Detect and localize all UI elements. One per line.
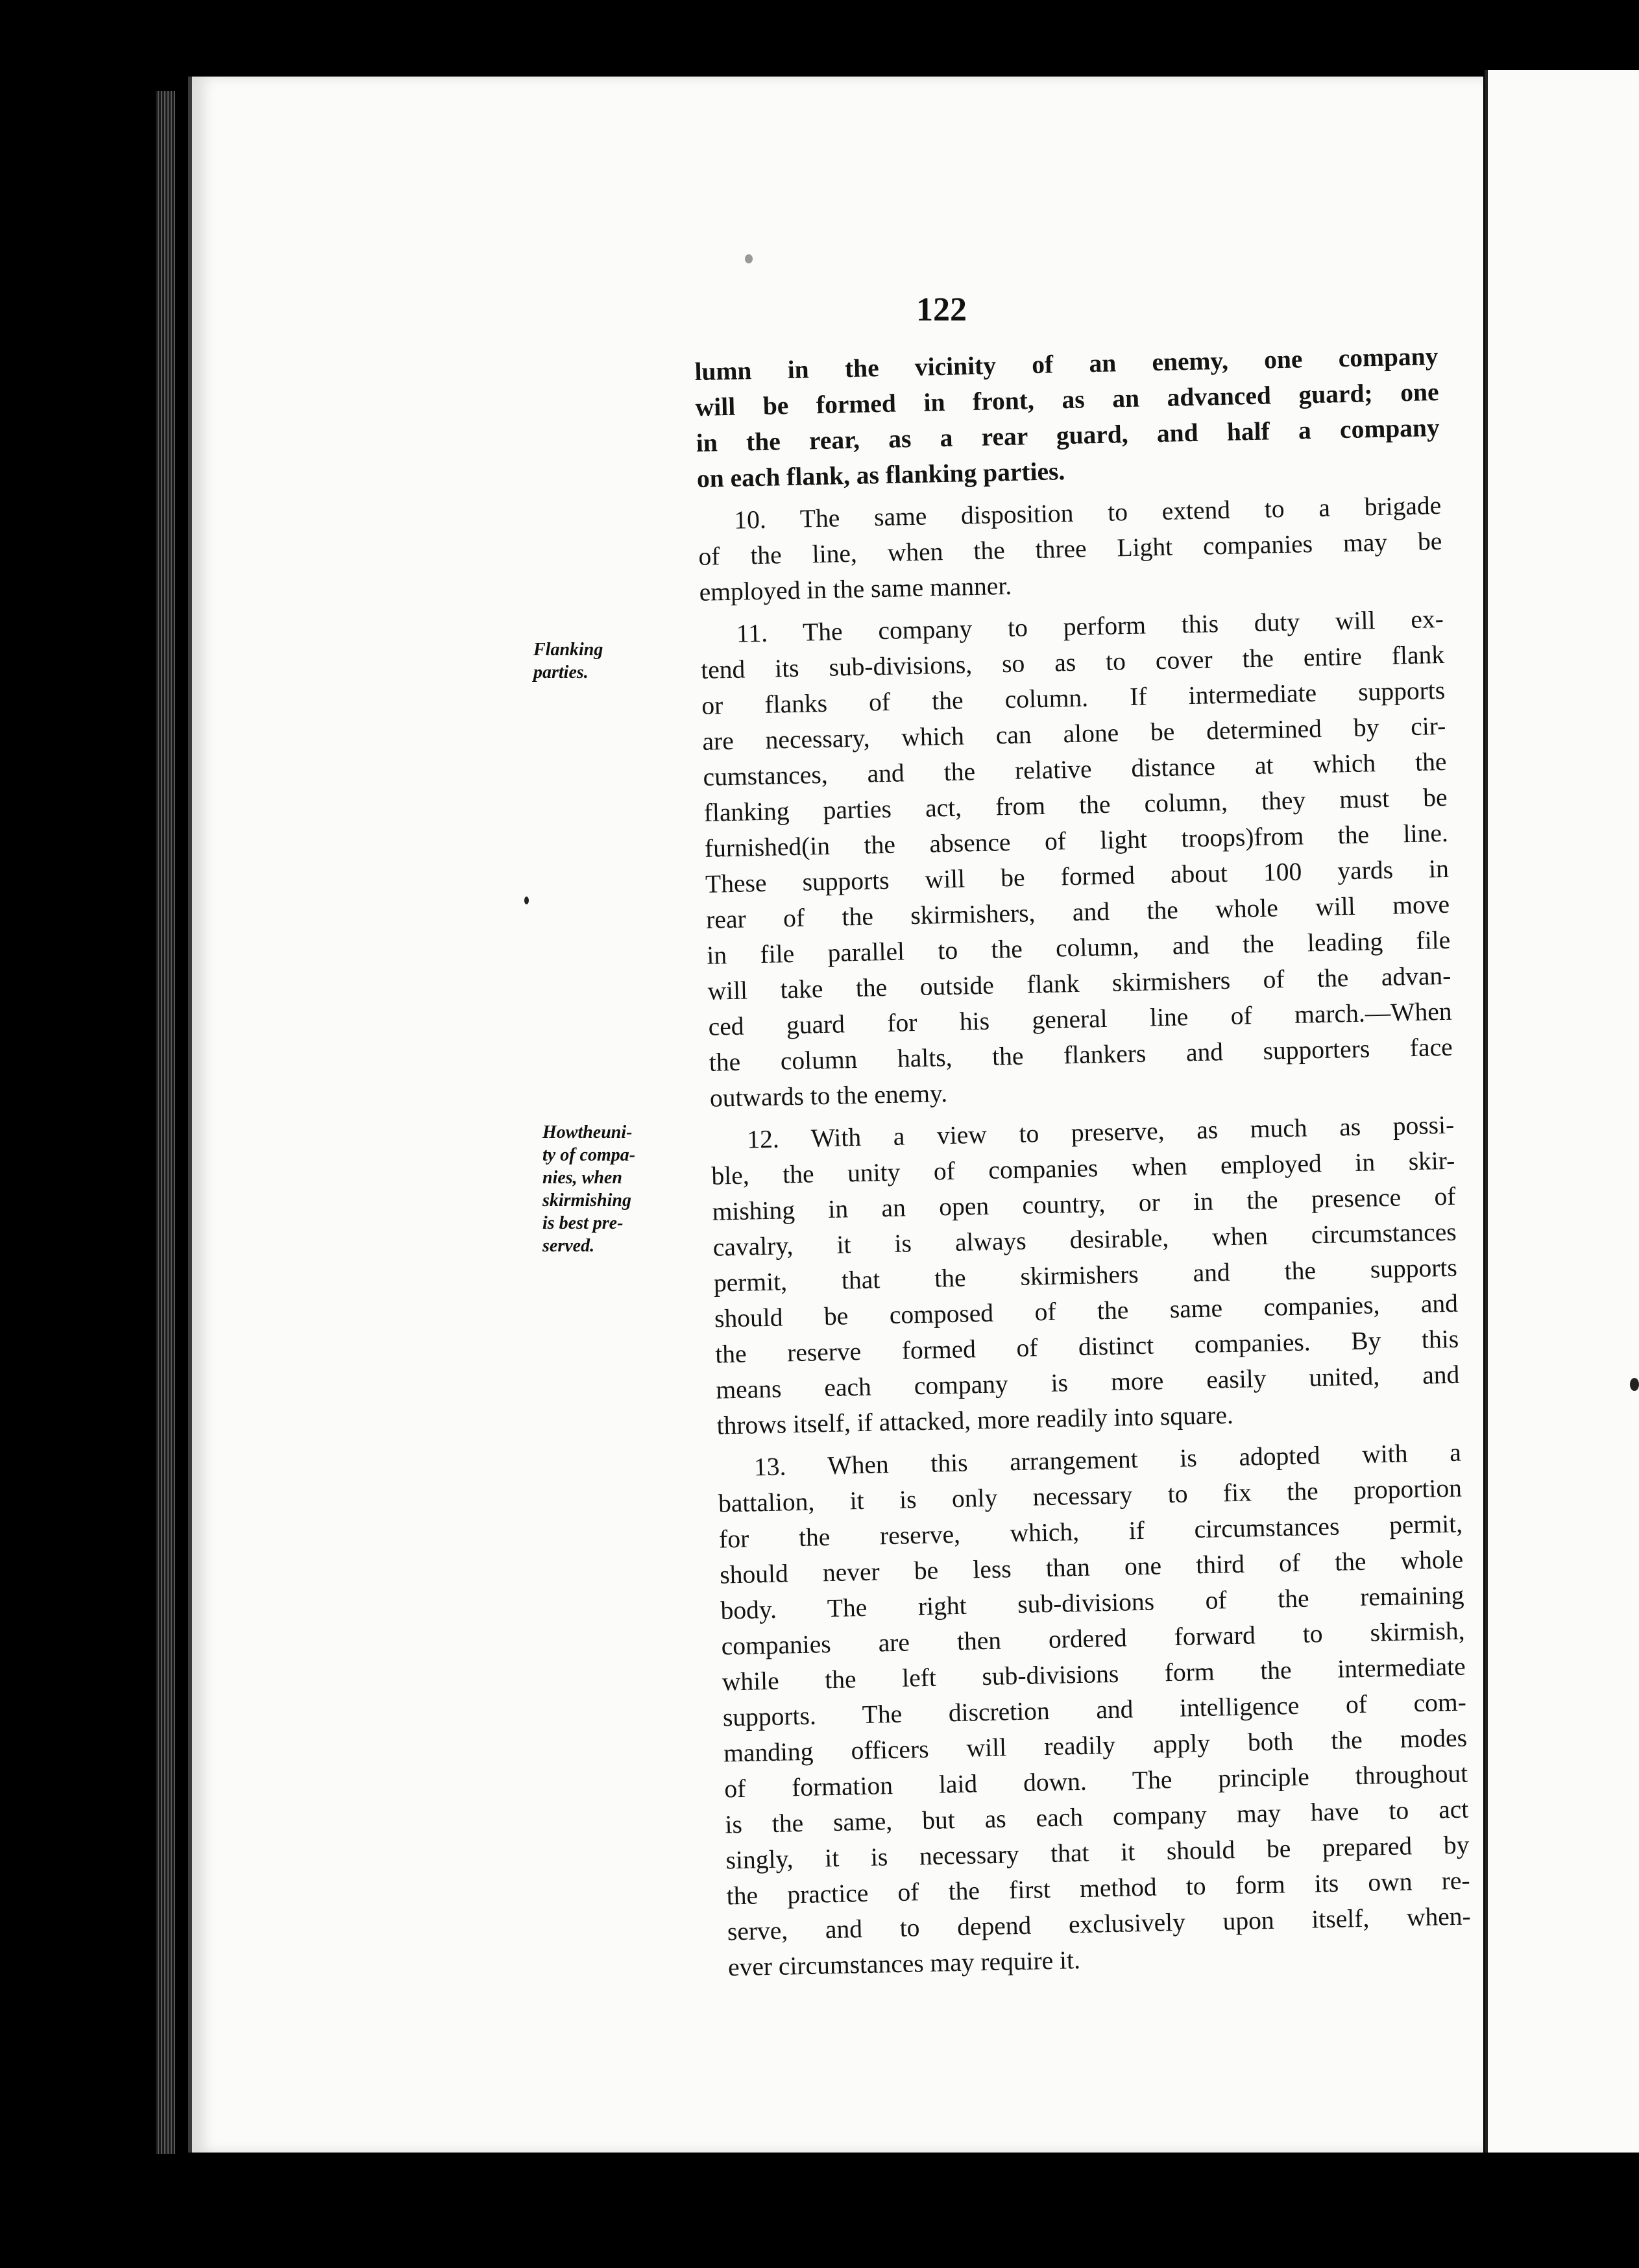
paragraph: [698, 488, 1443, 610]
body-text: [694, 339, 1472, 1992]
text-line: supports. The discretion and intelligence of com-: [722, 1687, 1467, 1732]
margin-note-unity-of-companies: [542, 1121, 635, 1257]
text-line: employed in the same manner.: [699, 571, 1012, 607]
page-number: 122: [916, 291, 967, 328]
margin-note-line: ty of compa-: [542, 1145, 636, 1165]
paragraph: [717, 1435, 1472, 1986]
text-line: 11. The company to perform this duty will ex-: [736, 604, 1444, 648]
text-line: means each company is more easily united, and: [715, 1360, 1460, 1405]
text-line: the practice of the first method to form its own re-: [726, 1866, 1470, 1911]
text-line: should never be less than one third of the whole: [719, 1545, 1464, 1589]
text-line: ever circumstances may require it.: [727, 1946, 1081, 1982]
text-line: 10. The same disposition to extend to a brigade: [733, 490, 1442, 535]
text-line: companies are then ordered forward to skirmish,: [721, 1616, 1465, 1661]
book-page-edges: [156, 91, 175, 2154]
text-line: throws itself, if attacked, more readily into square.: [716, 1400, 1234, 1440]
text-line: furnished(in the absence of light troops)from the line.: [704, 818, 1449, 863]
text-line: for the reserve, which, if circumstances permit,: [718, 1509, 1463, 1554]
text-line: on each flank, as flanking parties.: [696, 457, 1065, 493]
text-line: while the left sub-divisions form the intermediate: [722, 1652, 1466, 1696]
text-line: cavalry, it is always desirable, when circumstances: [712, 1217, 1457, 1262]
text-line: permit, that the skirmishers and the supports: [713, 1253, 1458, 1297]
text-line: body. The right sub-divisions of the remaining: [720, 1580, 1464, 1625]
margin-note-line: Flanking: [533, 640, 603, 660]
facing-page-mark: [1630, 1378, 1639, 1391]
paragraph: [694, 339, 1440, 497]
margin-note-line: nies, when: [542, 1168, 622, 1188]
margin-note-line: Howtheuni-: [542, 1122, 633, 1142]
text-line: of the line, when the three Light companies may be: [698, 526, 1442, 571]
text-line: These supports will be formed about 100 yards in: [705, 854, 1450, 899]
text-line: ble, the unity of companies when employed in skir-: [711, 1146, 1455, 1190]
text-line: singly, it is necessary that it should be prepared by: [725, 1830, 1470, 1875]
text-line: is the same, but as each company may have to act: [725, 1794, 1469, 1839]
text-line: the column halts, the flankers and supporters face: [709, 1032, 1453, 1077]
text-line: outwards to the enemy.: [709, 1079, 948, 1113]
text-line: should be composed of the same companies, and: [714, 1288, 1459, 1333]
margin-note-flanking-parties: [533, 638, 603, 684]
text-line: serve, and to depend exclusively upon itself, when-: [727, 1901, 1472, 1946]
text-line: will take the outside flank skirmishers of the advan-: [707, 961, 1451, 1006]
text-line: are necessary, which can alone be determined by cir-: [702, 711, 1446, 756]
text-line: cumstances, and the relative distance at which the: [703, 747, 1447, 791]
paper-speck: [524, 897, 529, 904]
text-line: of formation laid down. The principle throughout: [723, 1759, 1468, 1804]
text-line: flanking parties act, from the column, they must be: [703, 782, 1448, 827]
text-line: ced guard for his general line of march.—When: [708, 996, 1452, 1041]
text-line: lumn in the vicinity of an enemy, one company: [694, 341, 1439, 386]
text-line: rear of the skirmishers, and the whole will move: [705, 889, 1450, 934]
paper-speck: [745, 254, 753, 263]
margin-note-line: is best pre-: [542, 1213, 624, 1233]
text-line: battalion, it is only necessary to fix the proportion: [718, 1473, 1463, 1518]
text-line: mishing in an open country, or in the presence of: [712, 1181, 1456, 1226]
paragraph: [699, 601, 1453, 1116]
margin-note-line: parties.: [533, 662, 589, 682]
text-line: manding officers will readily apply both the modes: [723, 1723, 1468, 1768]
text-line: tend its sub-divisions, so as to cover the entire flank: [700, 640, 1445, 684]
facing-page: [1485, 70, 1639, 2153]
text-line: in file parallel to the column, and the leading file: [706, 925, 1451, 970]
text-line: in the rear, as a rear guard, and half a company: [696, 413, 1440, 457]
text-line: or flanks of the column. If intermediate supports: [701, 675, 1446, 720]
text-line: 12. With a view to preserve, as much as possi-: [746, 1110, 1455, 1154]
text-line: the reserve formed of distinct companies. By this: [714, 1324, 1459, 1369]
text-line: 13. When this arrangement is adopted with a: [753, 1438, 1462, 1482]
paragraph: [710, 1107, 1461, 1444]
text-line: will be formed in front, as an advanced guard; one: [695, 377, 1439, 422]
margin-note-line: served.: [542, 1236, 595, 1256]
margin-note-line: skirmishing: [542, 1190, 631, 1211]
